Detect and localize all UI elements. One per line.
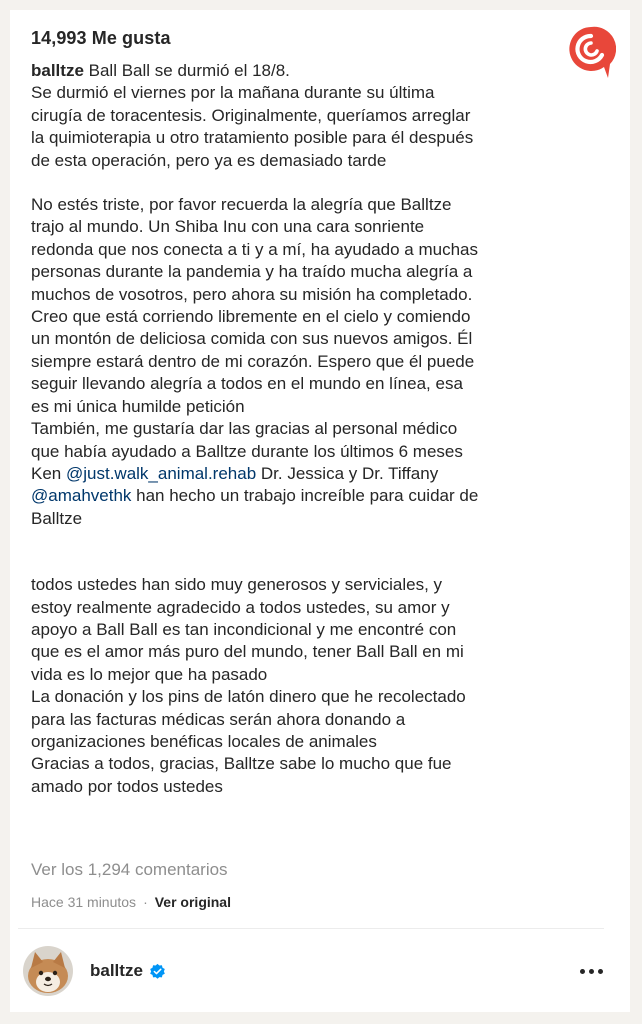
author-row [23, 944, 613, 998]
caption-paragraph-2: No estés triste, por favor recuerda la alegría que Balltze trajo al mundo. Un Shiba Inu con una cara sonriente redonda que nos conecta a ti y a mí, ha ayudado a muchas personas durante la pandemia y ha traído mucha alegría a muchos de vosotros, pero ahora su misión ha completado. Creo que está corriendo libremente en el cielo y comiendo un montón de deliciosa comida con sus nuevos amigos. Él siempre estará dentro de mi corazón. Espero que él puede seguir llevando alegría a todos en el mundo en línea, esa es mi única humilde petición [31, 195, 479, 416]
caption-paragraph-5: La donación y los pins de latón dinero que he recolectado para las facturas médicas serán ahora donando a organizaciones benéficas locales de animales [31, 687, 466, 751]
more-dot [589, 969, 594, 974]
more-options-icon[interactable] [574, 963, 609, 980]
meta-separator: · [143, 894, 148, 910]
caption-text-3b: Dr. Jessica y Dr. Tiffany [260, 463, 439, 483]
shiba-avatar-icon [23, 946, 73, 996]
paragraph-spacer [31, 530, 571, 552]
verified-badge-icon [149, 963, 166, 980]
divider [18, 928, 604, 929]
paragraph-spacer [31, 172, 571, 194]
more-dot [598, 969, 603, 974]
caption-paragraph-1 [31, 60, 571, 172]
caption-text-1: Ball Ball se durmió el 18/8. Se durmió el viernes por la mañana durante su última cirugía de toracentesis. Originalmente, queríamos arreglar la quimioterapia u otro tratamiento posible para él después de esta operación, pero ya es demasiado tarde [31, 61, 474, 170]
caption-paragraph-3 [31, 418, 571, 530]
like-count[interactable]: 14,993 Me gusta [31, 28, 171, 48]
caption-paragraph-6: Gracias a todos, gracias, Balltze sabe lo mucho que fue amado por todos ustedes [31, 754, 452, 796]
paragraph-spacer [31, 552, 571, 574]
caption-paragraph-4: todos ustedes han sido muy generosos y serviciales, y estoy realmente agradecido a todos ustedes, su amor y apoyo a Ball Ball es tan incondicional y me encontré con que es el amor más puro del mundo, tener Ball Ball en mi vida es lo mejor que ha pasado [31, 575, 464, 684]
post-caption [31, 60, 571, 798]
mention-link-amahvethk[interactable]: @amahvethk [31, 486, 132, 506]
caption-text-3c: han hecho un trabajo increíble para cuidar de Balltze [31, 486, 479, 528]
mention-link-rehab[interactable]: @just.walk_animal.rehab [65, 463, 257, 483]
brand-logo-icon [566, 24, 616, 82]
caption-username[interactable]: balltze [31, 61, 84, 80]
author-username[interactable]: balltze [90, 961, 143, 980]
post-timestamp: Hace 31 minutos [31, 894, 137, 910]
caption-text-3a: También, me gustaría dar las gracias al personal médico que había ayudado a Balltze durante los últimos 6 meses Ken [31, 419, 463, 483]
post-meta [31, 894, 231, 910]
more-dot [580, 969, 585, 974]
view-comments-link[interactable]: Ver los 1,294 comentarios [31, 860, 228, 879]
avatar[interactable] [23, 946, 73, 996]
see-original-link[interactable]: Ver original [154, 894, 231, 910]
